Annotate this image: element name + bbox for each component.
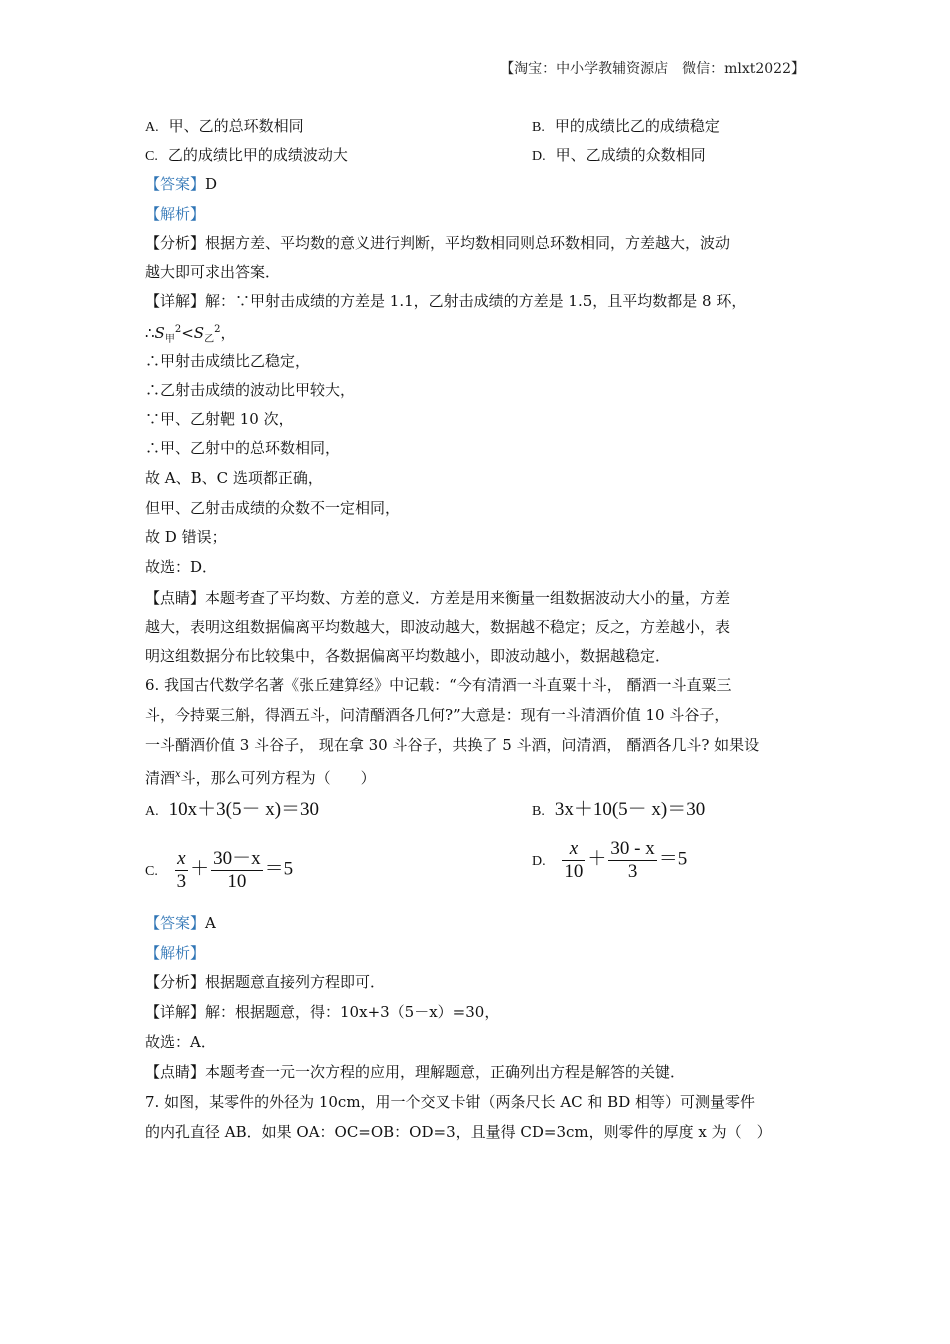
q6-option-b: B. 3x＋10(5－ x)＝30: [532, 799, 706, 820]
q6-choose: 故选：A．: [145, 1033, 216, 1051]
q6-stem: 斗，今持粟三斛，得酒五斗，问清醑酒各几何?”大意是：现有一斗清酒价值 10 斗谷子，: [145, 706, 730, 724]
q7-stem: 7. 如图，某零件的外径为 10cm，用一个交叉卡钳（两条尺长 AC 和 BD 相等）可测量零件: [145, 1093, 755, 1111]
q5-step: ∴甲、乙射中的总环数相同，: [145, 439, 341, 457]
q5-option-d: D. 甲、乙成绩的众数相同: [532, 146, 706, 164]
fraction: $\frac{x}{10}$: [564, 838, 584, 882]
fraction: $\frac{x}{3}$: [176, 848, 187, 892]
q5-variance-compare: $\therefore S_甲^2<S_乙^2$，: [145, 324, 236, 345]
q5-answer: 【答案】D: [145, 175, 218, 193]
q5-option-b: B. 甲的成绩比乙的成绩稳定: [532, 117, 720, 135]
q5-dianjing: 【点睛】本题考查了平均数、方差的意义．方差是用来衡量一组数据波动大小的量，方差: [145, 589, 731, 607]
q6-answer: 【答案】A: [145, 914, 216, 932]
q5-dianjing-cont: 越大，表明这组数据偏离平均数越大，即波动越大，数据越不稳定；反之，方差越小，表: [145, 618, 731, 636]
q5-step: ∴乙射击成绩的波动比甲较大，: [145, 381, 356, 399]
q5-step: ∴甲射击成绩比乙稳定，: [145, 352, 311, 370]
fraction: $\frac{30-x}{10}$: [213, 848, 261, 892]
q6-option-c: C. $\frac{x}{3}$ ＋ $\frac{30-x}{10}$ ＝5: [145, 848, 294, 892]
q5-step: ∵甲、乙射靶 10 次，: [145, 410, 294, 428]
q6-option-d: D. $\frac{x}{10}$ ＋ $\frac{30 - x}{3}$ ＝5: [532, 838, 688, 882]
q5-dianjing-cont: 明这组数据分布比较集中，各数据偏离平均数越小，即波动越小，数据越稳定．: [145, 647, 671, 665]
page-header: 【淘宝：中小学教辅资源店 微信：mlxt2022】: [500, 61, 805, 77]
q6-stem: 清酒$^x$斗，那么可列方程为（ ）: [145, 769, 376, 787]
q6-fenxi: 【分析】根据题意直接列方程即可．: [145, 973, 386, 991]
q6-analysis-tag: 【解析】: [145, 944, 206, 962]
q7-stem: 的内孔直径 AB．如果 OA：OC=OB：OD=3，且量得 CD=3cm，则零件的厚度 x 为（ ）: [145, 1123, 772, 1141]
q5-step: 故选：D．: [145, 558, 218, 576]
q5-fenxi: 【分析】根据方差、平均数的意义进行判断，平均数相同则总环数相同，方差越大，波动: [145, 234, 731, 252]
q5-step: 故 D 错误；: [145, 528, 227, 546]
q5-option-a: A. 甲、乙的总环数相同: [145, 117, 304, 135]
q6-option-a: A. 10x＋3(5－ x)＝30: [145, 799, 320, 820]
q6-stem: 6. 我国古代数学名著《张丘建算经》中记载：“今有清酒一斗直粟十斗， 醑酒一斗直粟三: [145, 676, 732, 694]
q5-step: 但甲、乙射击成绩的众数不一定相同，: [145, 499, 401, 517]
q6-xiangjie: 【详解】解：根据题意，得：10x+3（5－x）=30，: [145, 1003, 500, 1021]
q5-xiangjie: 【详解】解：∵甲射击成绩的方差是 1.1，乙射击成绩的方差是 1.5，且平均数都是 8 环，: [145, 292, 747, 310]
q6-stem: 一斗醑酒价值 3 斗谷子， 现在拿 30 斗谷子，共换了 5 斗酒，问清酒， 醑酒各几斗? 如果设: [145, 736, 760, 754]
q5-analysis-tag: 【解析】: [145, 205, 206, 223]
fraction: $\frac{30 - x}{3}$: [610, 838, 655, 882]
q5-option-c: C. 乙的成绩比甲的成绩波动大: [145, 146, 348, 164]
q6-dianjing: 【点睛】本题考查一元一次方程的应用，理解题意，正确列出方程是解答的关键．: [145, 1063, 686, 1081]
q5-step: 故 A、B、C 选项都正确，: [145, 469, 323, 487]
q5-fenxi-cont: 越大即可求出答案．: [145, 263, 281, 281]
